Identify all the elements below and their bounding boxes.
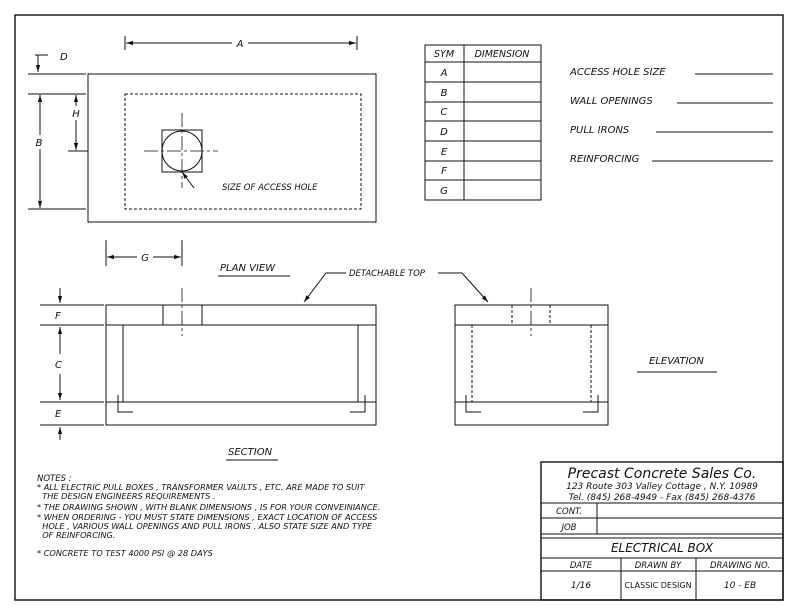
section-title: SECTION — [228, 447, 273, 458]
detachable-top-leader-right — [438, 273, 488, 302]
sym-row-label: A — [440, 68, 448, 79]
notes — [37, 474, 380, 558]
notes-heading: NOTES : — [37, 474, 72, 484]
note-line: HOLE , VARIOUS WALL OPENINGS AND PULL IRONS . ALSO STATE SIZE AND TYPE — [37, 521, 373, 531]
plan-view-title: PLAN VIEW — [220, 263, 276, 274]
detachable-top-leader-left — [304, 273, 346, 302]
sym-row-label: D — [440, 127, 448, 138]
field-label-pull-irons: PULL IRONS — [570, 125, 630, 136]
dim-g-label: G — [141, 253, 149, 264]
detachable-top-label: DETACHABLE TOP — [349, 269, 425, 279]
sym-row-label: E — [440, 147, 448, 158]
job-label: JOB — [561, 523, 577, 533]
date-label: DATE — [569, 561, 593, 571]
elevation-view — [455, 288, 717, 425]
note-line: * THE DRAWING SHOWN , WITH BLANK DIMENSIONS , IS FOR YOUR CONVEINIANCE. — [37, 502, 381, 512]
dim-d-label: D — [60, 52, 68, 63]
elevation-outline — [455, 305, 608, 425]
note-line: * WHEN ORDERING - YOU MUST STATE DIMENSIONS , EXACT LOCATION OF ACCESS — [37, 512, 378, 522]
access-hole-leader — [182, 172, 194, 188]
elevation-pull-iron-left — [466, 395, 481, 412]
dim-h-label: H — [72, 109, 80, 120]
pull-iron-left — [118, 395, 133, 412]
company-phone: Tel. (845) 268-4949 - Fax (845) 268-4376 — [568, 493, 756, 503]
drawing-no-value: 10 - EB — [723, 581, 757, 591]
dim-e-label: E — [55, 409, 62, 420]
company-name: Precast Concrete Sales Co. — [567, 466, 757, 482]
note-line: * CONCRETE TO TEST 4000 PSI @ 28 DAYS — [37, 548, 213, 558]
field-label-wall-openings: WALL OPENINGS — [570, 96, 653, 107]
dim-f-label: F — [55, 311, 61, 322]
sym-table-header-dimension: DIMENSION — [474, 49, 530, 60]
sym-row-label: G — [440, 186, 448, 197]
note-line: THE DESIGN ENGINEERS REQUIREMENTS . — [37, 491, 216, 501]
fill-in-fields — [569, 67, 773, 165]
dim-a-label: A — [236, 39, 244, 50]
cont-label: CONT. — [556, 507, 582, 517]
section-view — [40, 269, 488, 460]
drawing-title: ELECTRICAL BOX — [610, 541, 714, 555]
elevation-title: ELEVATION — [649, 356, 704, 367]
title-block — [541, 462, 783, 600]
sym-table — [425, 45, 541, 200]
sym-table-header-sym: SYM — [433, 49, 455, 60]
access-hole-note: SIZE OF ACCESS HOLE — [222, 183, 318, 193]
company-address: 123 Route 303 Valley Cottage , N.Y. 10989 — [566, 482, 758, 492]
section-outline — [106, 305, 376, 425]
sym-row-label: F — [441, 166, 447, 177]
sym-row-label: C — [440, 107, 448, 118]
dim-c-label: C — [55, 360, 62, 371]
plan-outer-outline — [88, 74, 376, 222]
note-line: * ALL ELECTRIC PULL BOXES , TRANSFORMER VAULTS , ETC. ARE MADE TO SUIT — [37, 482, 365, 492]
drawn-by-value: CLASSIC DESIGN — [624, 581, 692, 590]
sym-row-label: B — [440, 88, 448, 99]
field-label-reinforcing: REINFORCING — [570, 154, 640, 165]
drawn-by-label: DRAWN BY — [634, 561, 682, 571]
date-value: 1/16 — [570, 581, 592, 591]
drawing-no-label: DRAWING NO. — [709, 561, 771, 571]
field-label-access-hole-size: ACCESS HOLE SIZE — [570, 67, 666, 78]
dim-b-label: B — [35, 138, 43, 149]
plan-view — [28, 35, 376, 276]
note-line: OF REINFORCING. — [37, 530, 116, 540]
